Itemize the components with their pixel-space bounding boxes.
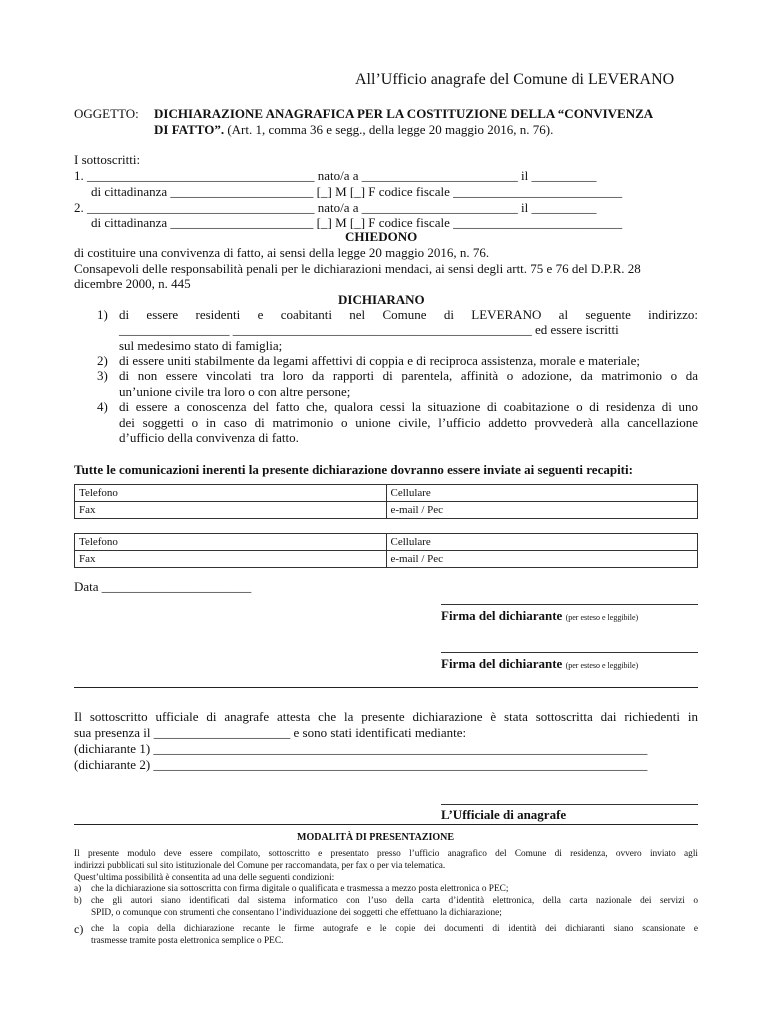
- mobile-field-2[interactable]: Cellulare: [386, 534, 698, 551]
- request-text-line1: di costituire una convivenza di fatto, ai sensi della legge 20 maggio 2016, n. 76.: [74, 245, 490, 260]
- declaration-item-3-number: 3): [97, 368, 108, 383]
- fax-field-2[interactable]: Fax: [75, 551, 387, 568]
- declaration-item-4-line2: dei soggetti o in caso di matrimonio o unione civile, l’ufficio addetto provvederà alla cancellazione: [119, 415, 698, 430]
- signatory-1-name-field[interactable]: 1. ___________________________________ nato/a a ________________________ il __________: [74, 168, 597, 183]
- declaration-item-3-line2: un’unione civile tra loro o con altre persone;: [119, 384, 351, 399]
- condition-c-line1: che la copia della dichiarazione recante le firme autografe e le copie dei documenti di identità dei dichiaranti siano scansionate e: [91, 924, 698, 934]
- table-row: [75, 551, 698, 568]
- modalities-text-line3: Quest’ultima possibilità è consentita ad una delle seguenti condizioni:: [74, 873, 335, 883]
- subject-title-line1: DICHIARAZIONE ANAGRAFICA PER LA COSTITUZIONE DELLA “CONVIVENZA: [154, 106, 654, 121]
- signatory-2-name-field[interactable]: 2. ___________________________________ nato/a a ________________________ il __________: [74, 200, 597, 215]
- condition-b-line1: che gli autori siano identificati dal sistema informatico con l’uso della carta d’identità elettronica, della carta nazionale dei servizi o: [91, 896, 698, 906]
- attestation-date-field[interactable]: sua presenza il _____________________ e sono stati identificati mediante:: [74, 725, 467, 740]
- condition-c-label: c): [74, 922, 84, 936]
- subject-reference: (Art. 1, comma 36 e segg., della legge 20 maggio 2016, n. 76).: [224, 122, 554, 137]
- fax-field-1[interactable]: Fax: [75, 502, 387, 519]
- signatory-2-citizenship-field[interactable]: di cittadinanza ______________________ [_] M [_] F codice fiscale __________________________: [91, 215, 623, 230]
- mobile-field-1[interactable]: Cellulare: [386, 485, 698, 502]
- section-divider-2: [74, 824, 698, 825]
- official-signature-line[interactable]: [441, 804, 698, 805]
- declaration-item-1-number: 1): [97, 307, 108, 322]
- signature-label-1-text: Firma del dichiarante: [441, 608, 563, 623]
- identification-field-1[interactable]: (dichiarante 1) ____________________________________________________________________________: [74, 741, 648, 756]
- email-pec-field-2[interactable]: e-mail / Pec: [386, 551, 698, 568]
- signature-line-2[interactable]: [441, 652, 698, 653]
- official-attestation-line1: Il sottoscritto ufficiale di anagrafe attesta che la presente dichiarazione è stata sottoscritta dai richiedenti in: [74, 709, 698, 724]
- signatories-intro: I sottoscritti:: [74, 152, 141, 167]
- signature-label-2: [441, 656, 638, 674]
- declaration-item-4-number: 4): [97, 399, 108, 414]
- condition-a-text: che la dichiarazione sia sottoscritta con firma digitale o qualificata e trasmessa a mezzo posta elettronica o PEC;: [91, 884, 509, 894]
- table-row: [75, 485, 698, 502]
- contacts-table-2: [74, 533, 698, 568]
- condition-a-label: a): [74, 884, 82, 894]
- signature-note-2: (per esteso e leggibile): [565, 661, 639, 670]
- modalities-text-line1: Il presente modulo deve essere compilato, sottoscritto e presentato presso l’ufficio anagrafico del Comune di residenza, ovvero inviato agli: [74, 849, 698, 859]
- request-text-line2: Consapevoli delle responsabilità penali per le dichiarazioni mendaci, ai sensi degli artt. 75 e 76 del D.P.R. 28: [74, 261, 641, 276]
- signature-line-1[interactable]: [441, 604, 698, 605]
- subject-title-line2: [154, 122, 553, 138]
- email-pec-field-1[interactable]: e-mail / Pec: [386, 502, 698, 519]
- signature-label-2-text: Firma del dichiarante: [441, 656, 563, 671]
- declaration-item-3-line1: di non essere vincolati tra loro da rapporti di parentela, affinità o adozione, da matrimonio o da: [119, 368, 698, 383]
- table-row: [75, 534, 698, 551]
- recipient-office: All’Ufficio anagrafe del Comune di LEVERANO: [355, 71, 675, 88]
- signature-note-1: (per esteso e leggibile): [565, 613, 639, 622]
- official-signature-label: L’Ufficiale di anagrafe: [441, 807, 567, 822]
- table-row: [75, 502, 698, 519]
- declaration-item-2-line1: di essere uniti stabilmente da legami affettivi di coppia e di reciproca assistenza, morale e materiale;: [119, 353, 640, 368]
- phone-field-1[interactable]: Telefono: [75, 485, 387, 502]
- condition-b-label: b): [74, 896, 82, 906]
- modalities-heading: MODALITÀ DI PRESENTAZIONE: [297, 832, 455, 843]
- request-heading: CHIEDONO: [345, 229, 418, 244]
- subject-label: OGGETTO:: [74, 106, 139, 121]
- request-text-line3: dicembre 2000, n. 445: [74, 276, 191, 291]
- declaration-item-4-line3: d’ufficio della convivenza di fatto.: [119, 430, 299, 445]
- declaration-heading: DICHIARANO: [338, 292, 425, 307]
- signatory-1-citizenship-field[interactable]: di cittadinanza ______________________ [_] M [_] F codice fiscale __________________________: [91, 184, 623, 199]
- subject-title-bold: DI FATTO”.: [154, 122, 225, 137]
- identification-field-2[interactable]: (dichiarante 2) ____________________________________________________________________________: [74, 757, 648, 772]
- contacts-heading: Tutte le comunicazioni inerenti la presente dichiarazione dovranno essere inviate ai seguenti recapiti:: [74, 462, 633, 477]
- condition-b-line2: SPID, o comunque con strumenti che consentano l’individuazione dei soggetti che effettuano la dichiarazione;: [91, 908, 502, 918]
- date-field[interactable]: Data _______________________: [74, 579, 252, 594]
- modalities-text-line2: indirizzi pubblicati sul sito istituzionale del Comune per raccomandata, per fax o per via telematica.: [74, 861, 446, 871]
- declaration-item-1-line3: sul medesimo stato di famiglia;: [119, 338, 283, 353]
- declaration-item-2-number: 2): [97, 353, 108, 368]
- signature-label-1: [441, 608, 638, 626]
- section-divider: [74, 687, 698, 688]
- phone-field-2[interactable]: Telefono: [75, 534, 387, 551]
- address-field[interactable]: _________________ ______________________________________________ ed essere iscritti: [119, 322, 619, 337]
- condition-c-line2: trasmesse tramite posta elettronica semplice o PEC.: [91, 936, 284, 946]
- declaration-item-1-line1: di essere residenti e coabitanti nel Comune di LEVERANO al seguente indirizzo:: [119, 307, 698, 322]
- declaration-item-4-line1: di essere a conoscenza del fatto che, qualora cessi la situazione di coabitazione o di residenza di uno: [119, 399, 698, 414]
- contacts-table-1: [74, 484, 698, 519]
